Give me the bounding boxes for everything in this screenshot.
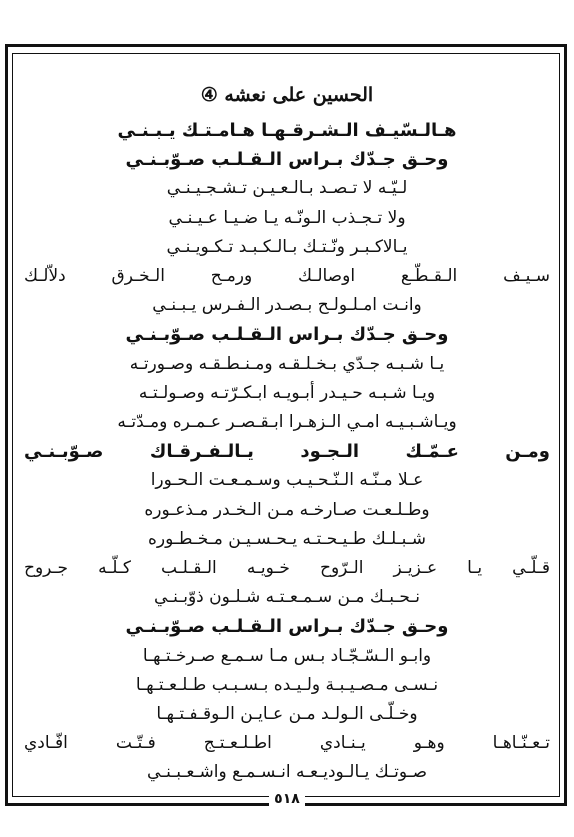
poem-line: هـالـسّيـف الـشـرقـهـا هـامـتـك يـبـنـي	[117, 120, 457, 141]
poem-line: صـوتـك يـالـوديـعـه انـسـمـع واشـعـبـنـي	[146, 762, 428, 783]
poem-line: وانـت امـلـولـح بـصـدر الـفـرس يـبـنـي	[152, 295, 422, 316]
poem-line: تـعـنّـاهـا وهـو يـنـادي اطـلـعـتـج فـتّـت افّـادي	[24, 733, 550, 754]
poem-line: شـبـلـك طـيـحـتـه يـحـسـيـن مـخـطـوره	[147, 528, 426, 549]
poem-line: وطـلـعـت صـارخـه مـن الـخـدر مـذعـوره	[144, 499, 430, 520]
poem-line: لـيّـه لا تـصـد بـالـعـيـن تـشـجـيـنـي	[166, 178, 408, 199]
poem-line: وحـق جـدّك بـراس الـقـلـب صـوّبـنـي	[125, 149, 449, 171]
poem-line: عـلا مـنّـه الـنّـحـيـب وسـمـعـت الـحـورا	[150, 470, 424, 491]
poem-line: ومـن عـمّـك الـجـود يـالـفـرقـاك صـوّبـنـي	[24, 441, 550, 463]
poem-line: وخـلّـى الـولـد مـن عـايـن الـوقـفـتـهـا	[156, 704, 418, 724]
poem-line: وحـق جـدّك بـراس الـقـلـب صـوّبـنـي	[125, 324, 449, 346]
poem-line: قـلّـي يـا عـزيـز الـرّوح خـويـه الـقـلـب كـلّـه جـروح	[24, 558, 550, 578]
poem-line: سـيـف الـقـطّـع اوصالـك ورمـح الـخـرق دلاّلـك	[24, 266, 550, 286]
poem-line: يـا شـبـه جـدّي بـخـلـقـه ومـنـطـقـه وصـورتـه	[129, 353, 445, 374]
poem-line: وابـو الـسّـجّـاد بـس مـا سـمـع صـرخـتـهـا	[142, 645, 432, 666]
page-number	[0, 790, 574, 808]
poem-title: الحسين على نعشه ④	[200, 84, 374, 106]
poem-line: نـسـى مـصـيـبـة ولـيـده بـسـبـب طـلـعـتـهـا	[135, 674, 439, 695]
poem-line: ويـاشـبـيـه امـي الـزهـرا ابـقـصـر عـمـره ومـدّتـه	[117, 412, 457, 432]
poem-line: وحـق جـدّك بـراس الـقـلـب صـوّبـنـي	[125, 616, 449, 638]
poem-line: يـالاكـبـر ونّـتـك بـالـكـبـد تـكـويـنـي	[166, 236, 408, 257]
page-number-text: ٥١٨	[269, 791, 305, 807]
poem-line: ويـا شـبـه حـيـدر أبـويـه ابـكـرّتـه وصـولـتـه	[138, 382, 436, 403]
poem-line: ولا تـجـذب الـونّـه يـا ضـيـا عـيـنـي	[168, 207, 406, 228]
poem-line: نـحـبـك مـن سـمـعـتـه شـلـون ذوّبـنـي	[153, 587, 421, 608]
